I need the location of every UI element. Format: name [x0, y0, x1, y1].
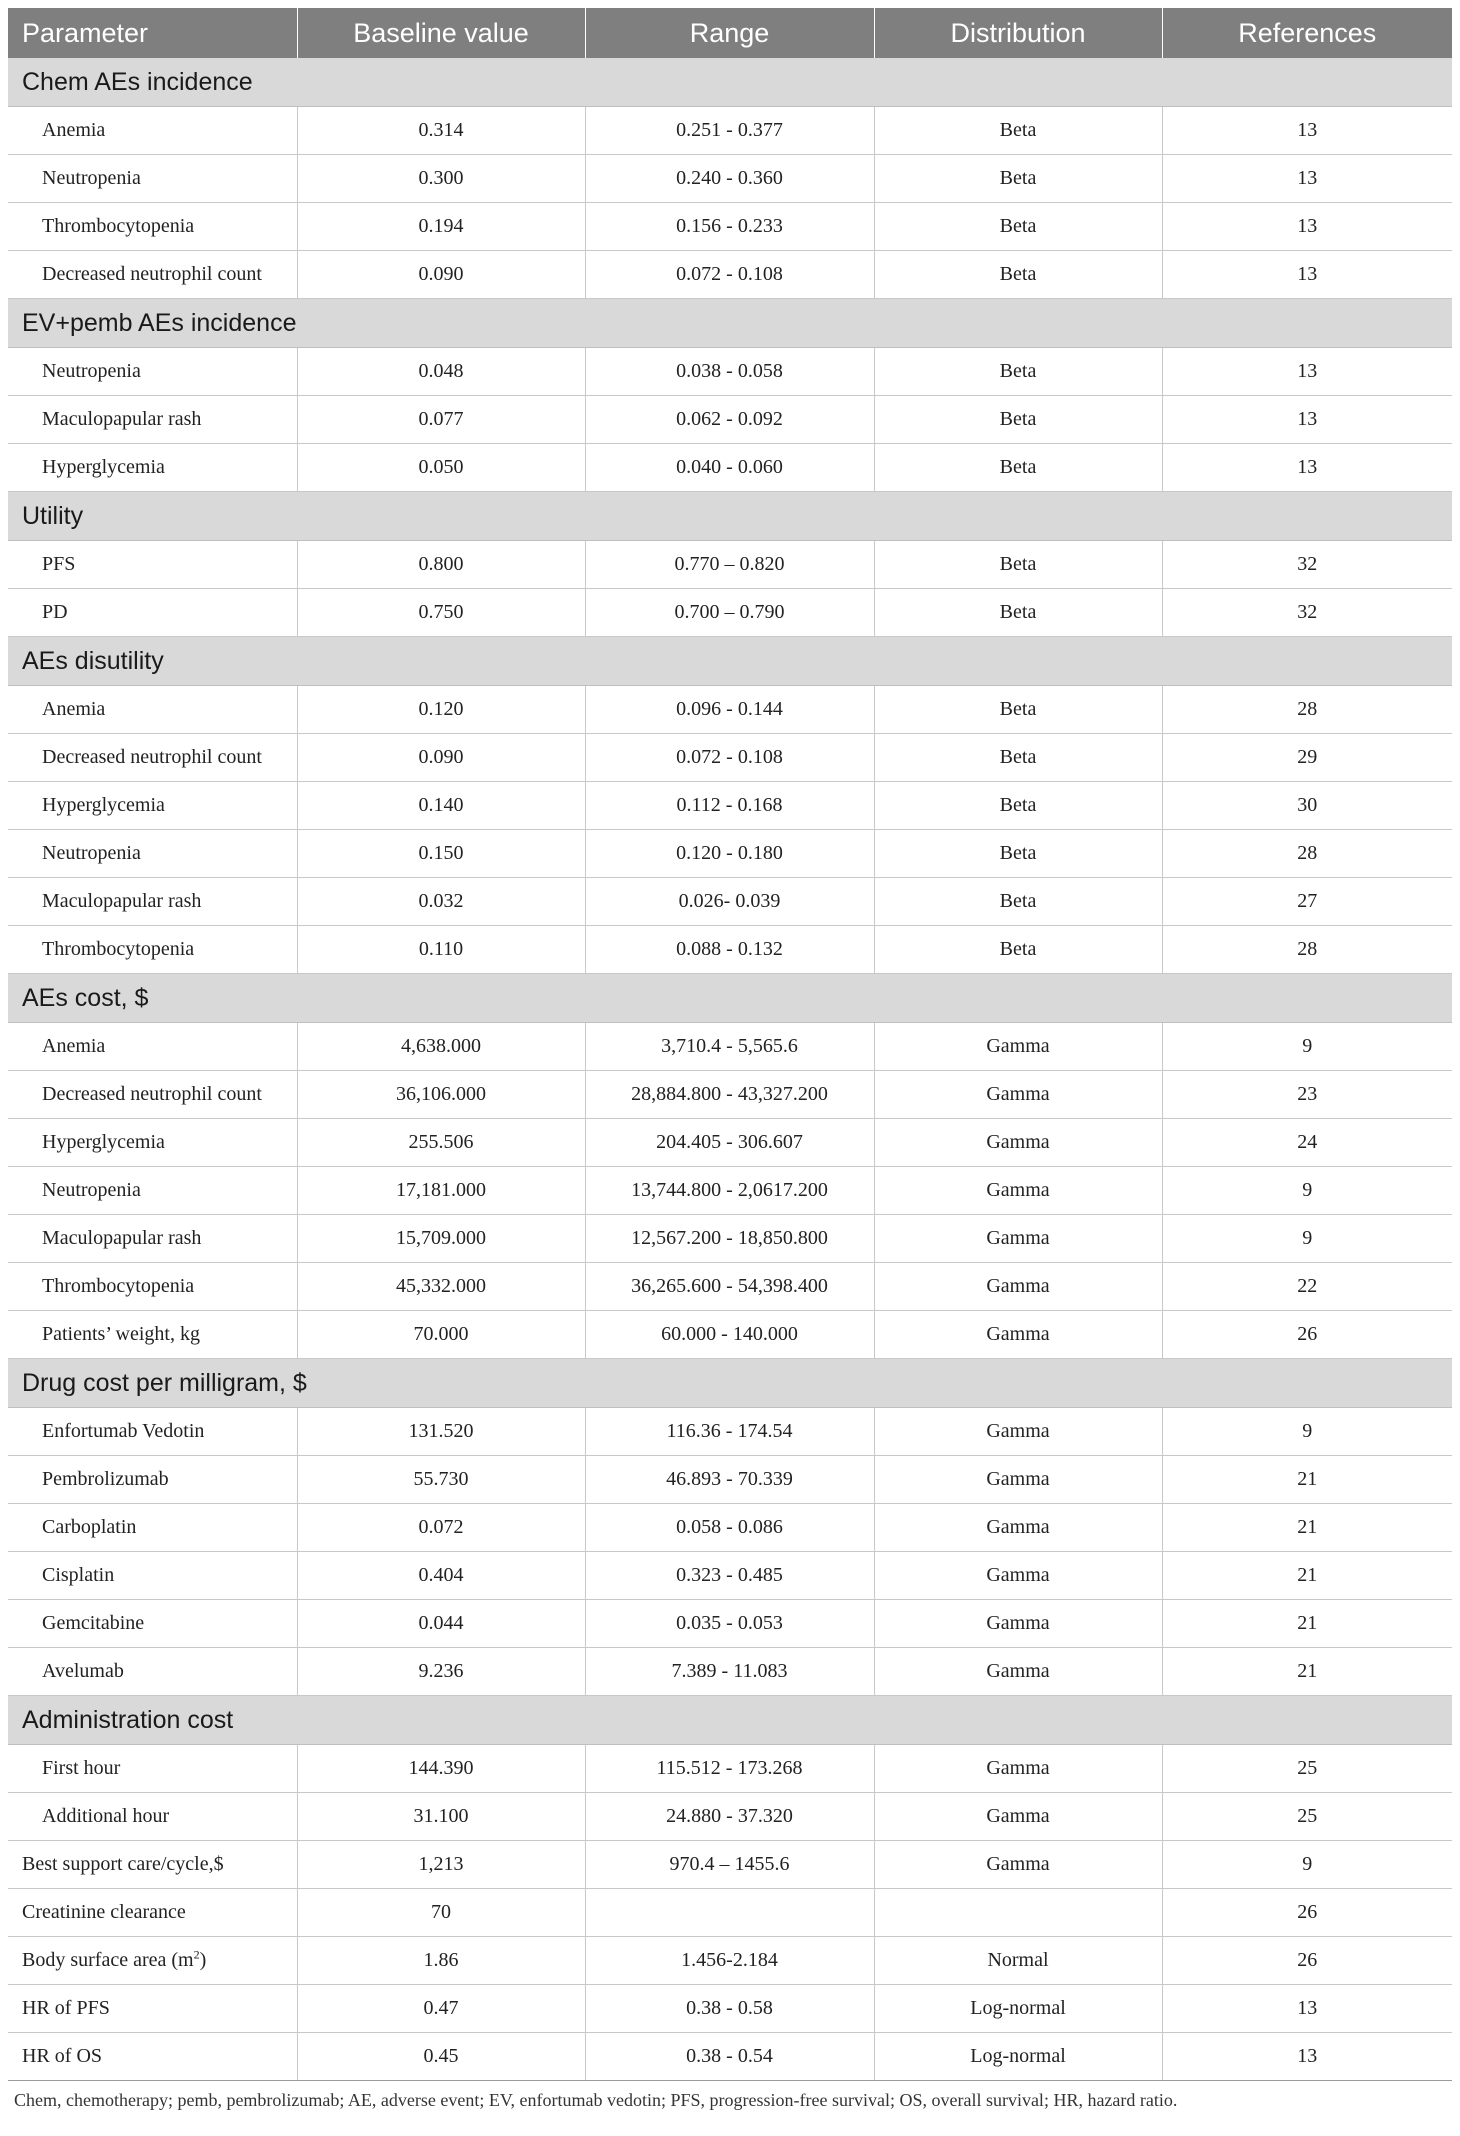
range-cell: 0.251 - 0.377 [585, 107, 874, 155]
distribution-cell: Beta [874, 734, 1162, 782]
distribution-cell: Beta [874, 878, 1162, 926]
distribution-cell: Beta [874, 444, 1162, 492]
section-title: EV+pemb AEs incidence [8, 299, 1452, 348]
section-header-row [8, 637, 1452, 686]
table-body [8, 58, 1452, 2081]
distribution-cell: Gamma [874, 1504, 1162, 1552]
references-cell: 28 [1162, 686, 1452, 734]
table-row [8, 1552, 1452, 1600]
range-cell: 0.240 - 0.360 [585, 155, 874, 203]
references-cell: 26 [1162, 1311, 1452, 1359]
parameter-cell: PFS [8, 541, 297, 589]
baseline-value-cell: 0.404 [297, 1552, 585, 1600]
table-row [8, 1745, 1452, 1793]
references-cell: 23 [1162, 1071, 1452, 1119]
table-row [8, 541, 1452, 589]
references-cell: 13 [1162, 155, 1452, 203]
references-cell: 29 [1162, 734, 1452, 782]
range-cell: 0.072 - 0.108 [585, 734, 874, 782]
range-cell: 0.035 - 0.053 [585, 1600, 874, 1648]
range-cell: 7.389 - 11.083 [585, 1648, 874, 1696]
references-cell: 13 [1162, 348, 1452, 396]
baseline-value-cell: 1,213 [297, 1841, 585, 1889]
references-cell: 26 [1162, 1889, 1452, 1937]
table-row [8, 686, 1452, 734]
table-row [8, 1793, 1452, 1841]
parameter-cell: Maculopapular rash [8, 396, 297, 444]
parameter-cell: Thrombocytopenia [8, 203, 297, 251]
baseline-value-cell: 55.730 [297, 1456, 585, 1504]
distribution-cell: Gamma [874, 1408, 1162, 1456]
baseline-value-cell: 70 [297, 1889, 585, 1937]
parameter-cell: Creatinine clearance [8, 1889, 297, 1937]
table-row [8, 396, 1452, 444]
header-baseline-value: Baseline value [297, 8, 585, 58]
range-cell: 0.038 - 0.058 [585, 348, 874, 396]
baseline-value-cell: 0.300 [297, 155, 585, 203]
range-cell: 12,567.200 - 18,850.800 [585, 1215, 874, 1263]
section-header-row [8, 492, 1452, 541]
range-cell [585, 1889, 874, 1937]
baseline-value-cell: 1.86 [297, 1937, 585, 1985]
distribution-cell: Gamma [874, 1167, 1162, 1215]
parameter-cell: Neutropenia [8, 830, 297, 878]
parameter-cell: Hyperglycemia [8, 1119, 297, 1167]
distribution-cell: Beta [874, 396, 1162, 444]
table-row [8, 1937, 1452, 1985]
distribution-cell [874, 1889, 1162, 1937]
parameter-cell: Thrombocytopenia [8, 926, 297, 974]
references-cell: 9 [1162, 1023, 1452, 1071]
baseline-value-cell: 0.110 [297, 926, 585, 974]
section-title: AEs cost, $ [8, 974, 1452, 1023]
parameter-cell: Decreased neutrophil count [8, 251, 297, 299]
distribution-cell: Gamma [874, 1119, 1162, 1167]
references-cell: 26 [1162, 1937, 1452, 1985]
table-row [8, 1648, 1452, 1696]
parameter-cell: Additional hour [8, 1793, 297, 1841]
range-cell: 0.323 - 0.485 [585, 1552, 874, 1600]
header-references: References [1162, 8, 1452, 58]
table-row [8, 1263, 1452, 1311]
range-cell: 0.120 - 0.180 [585, 830, 874, 878]
table-row [8, 1023, 1452, 1071]
distribution-cell: Gamma [874, 1456, 1162, 1504]
range-cell: 204.405 - 306.607 [585, 1119, 874, 1167]
range-cell: 13,744.800 - 2,0617.200 [585, 1167, 874, 1215]
references-cell: 24 [1162, 1119, 1452, 1167]
table-row [8, 203, 1452, 251]
parameter-cell: Thrombocytopenia [8, 1263, 297, 1311]
baseline-value-cell: 0.47 [297, 1985, 585, 2033]
table-row [8, 444, 1452, 492]
distribution-cell: Beta [874, 155, 1162, 203]
table-header-row [8, 8, 1452, 58]
parameter-cell: Maculopapular rash [8, 878, 297, 926]
baseline-value-cell: 0.044 [297, 1600, 585, 1648]
parameter-cell: Decreased neutrophil count [8, 734, 297, 782]
distribution-cell: Gamma [874, 1263, 1162, 1311]
references-cell: 32 [1162, 589, 1452, 637]
table-row [8, 782, 1452, 830]
range-cell: 24.880 - 37.320 [585, 1793, 874, 1841]
references-cell: 21 [1162, 1456, 1452, 1504]
parameter-cell: HR of OS [8, 2033, 297, 2081]
references-cell: 21 [1162, 1648, 1452, 1696]
baseline-value-cell: 0.45 [297, 2033, 585, 2081]
section-title: Administration cost [8, 1696, 1452, 1745]
range-cell: 46.893 - 70.339 [585, 1456, 874, 1504]
baseline-value-cell: 31.100 [297, 1793, 585, 1841]
references-cell: 27 [1162, 878, 1452, 926]
distribution-cell: Beta [874, 251, 1162, 299]
bsa-label: Body surface area (m [22, 1949, 194, 1971]
range-cell: 36,265.600 - 54,398.400 [585, 1263, 874, 1311]
baseline-value-cell: 0.077 [297, 396, 585, 444]
range-cell: 115.512 - 173.268 [585, 1745, 874, 1793]
distribution-cell: Beta [874, 830, 1162, 878]
parameter-cell: Cisplatin [8, 1552, 297, 1600]
section-title: Chem AEs incidence [8, 58, 1452, 107]
range-cell: 0.38 - 0.54 [585, 2033, 874, 2081]
parameter-cell: Hyperglycemia [8, 444, 297, 492]
baseline-value-cell: 0.150 [297, 830, 585, 878]
baseline-value-cell: 0.090 [297, 251, 585, 299]
bsa-superscript: 2 [193, 1947, 200, 1962]
table-row [8, 878, 1452, 926]
table-container [8, 8, 1452, 2111]
distribution-cell: Gamma [874, 1841, 1162, 1889]
table-row [8, 2033, 1452, 2081]
references-cell: 25 [1162, 1793, 1452, 1841]
table-row [8, 1071, 1452, 1119]
section-header-row [8, 1696, 1452, 1745]
range-cell: 970.4 – 1455.6 [585, 1841, 874, 1889]
parameter-cell: Hyperglycemia [8, 782, 297, 830]
references-cell: 22 [1162, 1263, 1452, 1311]
baseline-value-cell: 17,181.000 [297, 1167, 585, 1215]
baseline-value-cell: 0.314 [297, 107, 585, 155]
distribution-cell: Gamma [874, 1311, 1162, 1359]
header-parameter: Parameter [8, 8, 297, 58]
distribution-cell: Beta [874, 541, 1162, 589]
parameter-cell: Patients’ weight, kg [8, 1311, 297, 1359]
parameter-cell: Pembrolizumab [8, 1456, 297, 1504]
section-title: AEs disutility [8, 637, 1452, 686]
distribution-cell: Gamma [874, 1600, 1162, 1648]
parameter-cell: Decreased neutrophil count [8, 1071, 297, 1119]
table-row [8, 107, 1452, 155]
distribution-cell: Beta [874, 107, 1162, 155]
table-row [8, 926, 1452, 974]
table-row [8, 1456, 1452, 1504]
parameter-cell: Carboplatin [8, 1504, 297, 1552]
distribution-cell: Log-normal [874, 1985, 1162, 2033]
parameter-cell: Anemia [8, 1023, 297, 1071]
references-cell: 21 [1162, 1552, 1452, 1600]
distribution-cell: Gamma [874, 1793, 1162, 1841]
table-footnote: Chem, chemotherapy; pemb, pembrolizumab; AE, adverse event; EV, enfortumab vedotin; PFS, progression-free survival; OS, overall survival; HR, hazard ratio. [14, 2090, 1178, 2110]
section-title: Drug cost per milligram, $ [8, 1359, 1452, 1408]
table-row [8, 1119, 1452, 1167]
distribution-cell: Beta [874, 782, 1162, 830]
baseline-value-cell: 36,106.000 [297, 1071, 585, 1119]
baseline-value-cell: 255.506 [297, 1119, 585, 1167]
range-cell: 0.112 - 0.168 [585, 782, 874, 830]
references-cell: 13 [1162, 396, 1452, 444]
range-cell: 0.062 - 0.092 [585, 396, 874, 444]
range-cell: 0.770 – 0.820 [585, 541, 874, 589]
distribution-cell: Gamma [874, 1552, 1162, 1600]
parameter-cell: Anemia [8, 107, 297, 155]
range-cell: 0.058 - 0.086 [585, 1504, 874, 1552]
baseline-value-cell: 144.390 [297, 1745, 585, 1793]
distribution-cell: Beta [874, 589, 1162, 637]
table-row [8, 734, 1452, 782]
table-row [8, 1167, 1452, 1215]
baseline-value-cell: 15,709.000 [297, 1215, 585, 1263]
baseline-value-cell: 0.090 [297, 734, 585, 782]
table-row [8, 830, 1452, 878]
range-cell: 0.700 – 0.790 [585, 589, 874, 637]
baseline-value-cell: 0.072 [297, 1504, 585, 1552]
range-cell: 0.088 - 0.132 [585, 926, 874, 974]
parameter-cell: Maculopapular rash [8, 1215, 297, 1263]
references-cell: 30 [1162, 782, 1452, 830]
parameter-cell: Neutropenia [8, 1167, 297, 1215]
parameters-table [8, 8, 1452, 2081]
distribution-cell: Beta [874, 686, 1162, 734]
references-cell: 13 [1162, 2033, 1452, 2081]
parameter-cell [8, 1937, 297, 1985]
references-cell: 9 [1162, 1841, 1452, 1889]
section-header-row [8, 1359, 1452, 1408]
table-row [8, 589, 1452, 637]
range-cell: 0.072 - 0.108 [585, 251, 874, 299]
range-cell: 0.026- 0.039 [585, 878, 874, 926]
baseline-value-cell: 131.520 [297, 1408, 585, 1456]
distribution-cell: Beta [874, 203, 1162, 251]
parameter-cell: Gemcitabine [8, 1600, 297, 1648]
distribution-cell: Gamma [874, 1648, 1162, 1696]
table-row [8, 1408, 1452, 1456]
references-cell: 21 [1162, 1600, 1452, 1648]
references-cell: 28 [1162, 830, 1452, 878]
baseline-value-cell: 9.236 [297, 1648, 585, 1696]
references-cell: 13 [1162, 444, 1452, 492]
distribution-cell: Log-normal [874, 2033, 1162, 2081]
parameter-cell: Neutropenia [8, 155, 297, 203]
references-cell: 13 [1162, 203, 1452, 251]
table-row [8, 251, 1452, 299]
table-row [8, 1215, 1452, 1263]
parameter-cell: HR of PFS [8, 1985, 297, 2033]
section-title: Utility [8, 492, 1452, 541]
range-cell: 60.000 - 140.000 [585, 1311, 874, 1359]
baseline-value-cell: 0.050 [297, 444, 585, 492]
distribution-cell: Gamma [874, 1745, 1162, 1793]
baseline-value-cell: 0.120 [297, 686, 585, 734]
parameter-cell: Neutropenia [8, 348, 297, 396]
range-cell: 1.456-2.184 [585, 1937, 874, 1985]
references-cell: 13 [1162, 251, 1452, 299]
table-row [8, 155, 1452, 203]
references-cell: 9 [1162, 1408, 1452, 1456]
parameter-cell: PD [8, 589, 297, 637]
parameter-cell: Enfortumab Vedotin [8, 1408, 297, 1456]
distribution-cell: Beta [874, 926, 1162, 974]
baseline-value-cell: 70.000 [297, 1311, 585, 1359]
baseline-value-cell: 0.140 [297, 782, 585, 830]
baseline-value-cell: 0.800 [297, 541, 585, 589]
range-cell: 116.36 - 174.54 [585, 1408, 874, 1456]
distribution-cell: Gamma [874, 1215, 1162, 1263]
parameter-cell: Best support care/cycle,$ [8, 1841, 297, 1889]
parameter-cell: Anemia [8, 686, 297, 734]
range-cell: 28,884.800 - 43,327.200 [585, 1071, 874, 1119]
range-cell: 3,710.4 - 5,565.6 [585, 1023, 874, 1071]
references-cell: 9 [1162, 1215, 1452, 1263]
table-row [8, 1504, 1452, 1552]
header-range: Range [585, 8, 874, 58]
parameter-cell: First hour [8, 1745, 297, 1793]
baseline-value-cell: 0.032 [297, 878, 585, 926]
distribution-cell: Beta [874, 348, 1162, 396]
header-distribution: Distribution [874, 8, 1162, 58]
range-cell: 0.096 - 0.144 [585, 686, 874, 734]
references-cell: 32 [1162, 541, 1452, 589]
parameter-cell: Avelumab [8, 1648, 297, 1696]
bsa-close-paren: ) [199, 1949, 207, 1971]
baseline-value-cell: 0.048 [297, 348, 585, 396]
distribution-cell: Normal [874, 1937, 1162, 1985]
table-row [8, 348, 1452, 396]
distribution-cell: Gamma [874, 1023, 1162, 1071]
table-row [8, 1600, 1452, 1648]
range-cell: 0.156 - 0.233 [585, 203, 874, 251]
baseline-value-cell: 4,638.000 [297, 1023, 585, 1071]
references-cell: 13 [1162, 107, 1452, 155]
range-cell: 0.040 - 0.060 [585, 444, 874, 492]
section-header-row [8, 974, 1452, 1023]
references-cell: 21 [1162, 1504, 1452, 1552]
baseline-value-cell: 0.194 [297, 203, 585, 251]
table-row [8, 1889, 1452, 1937]
references-cell: 13 [1162, 1985, 1452, 2033]
section-header-row [8, 58, 1452, 107]
table-row [8, 1311, 1452, 1359]
table-row [8, 1841, 1452, 1889]
references-cell: 28 [1162, 926, 1452, 974]
references-cell: 25 [1162, 1745, 1452, 1793]
section-header-row [8, 299, 1452, 348]
range-cell: 0.38 - 0.58 [585, 1985, 874, 2033]
baseline-value-cell: 0.750 [297, 589, 585, 637]
table-row [8, 1985, 1452, 2033]
references-cell: 9 [1162, 1167, 1452, 1215]
distribution-cell: Gamma [874, 1071, 1162, 1119]
baseline-value-cell: 45,332.000 [297, 1263, 585, 1311]
